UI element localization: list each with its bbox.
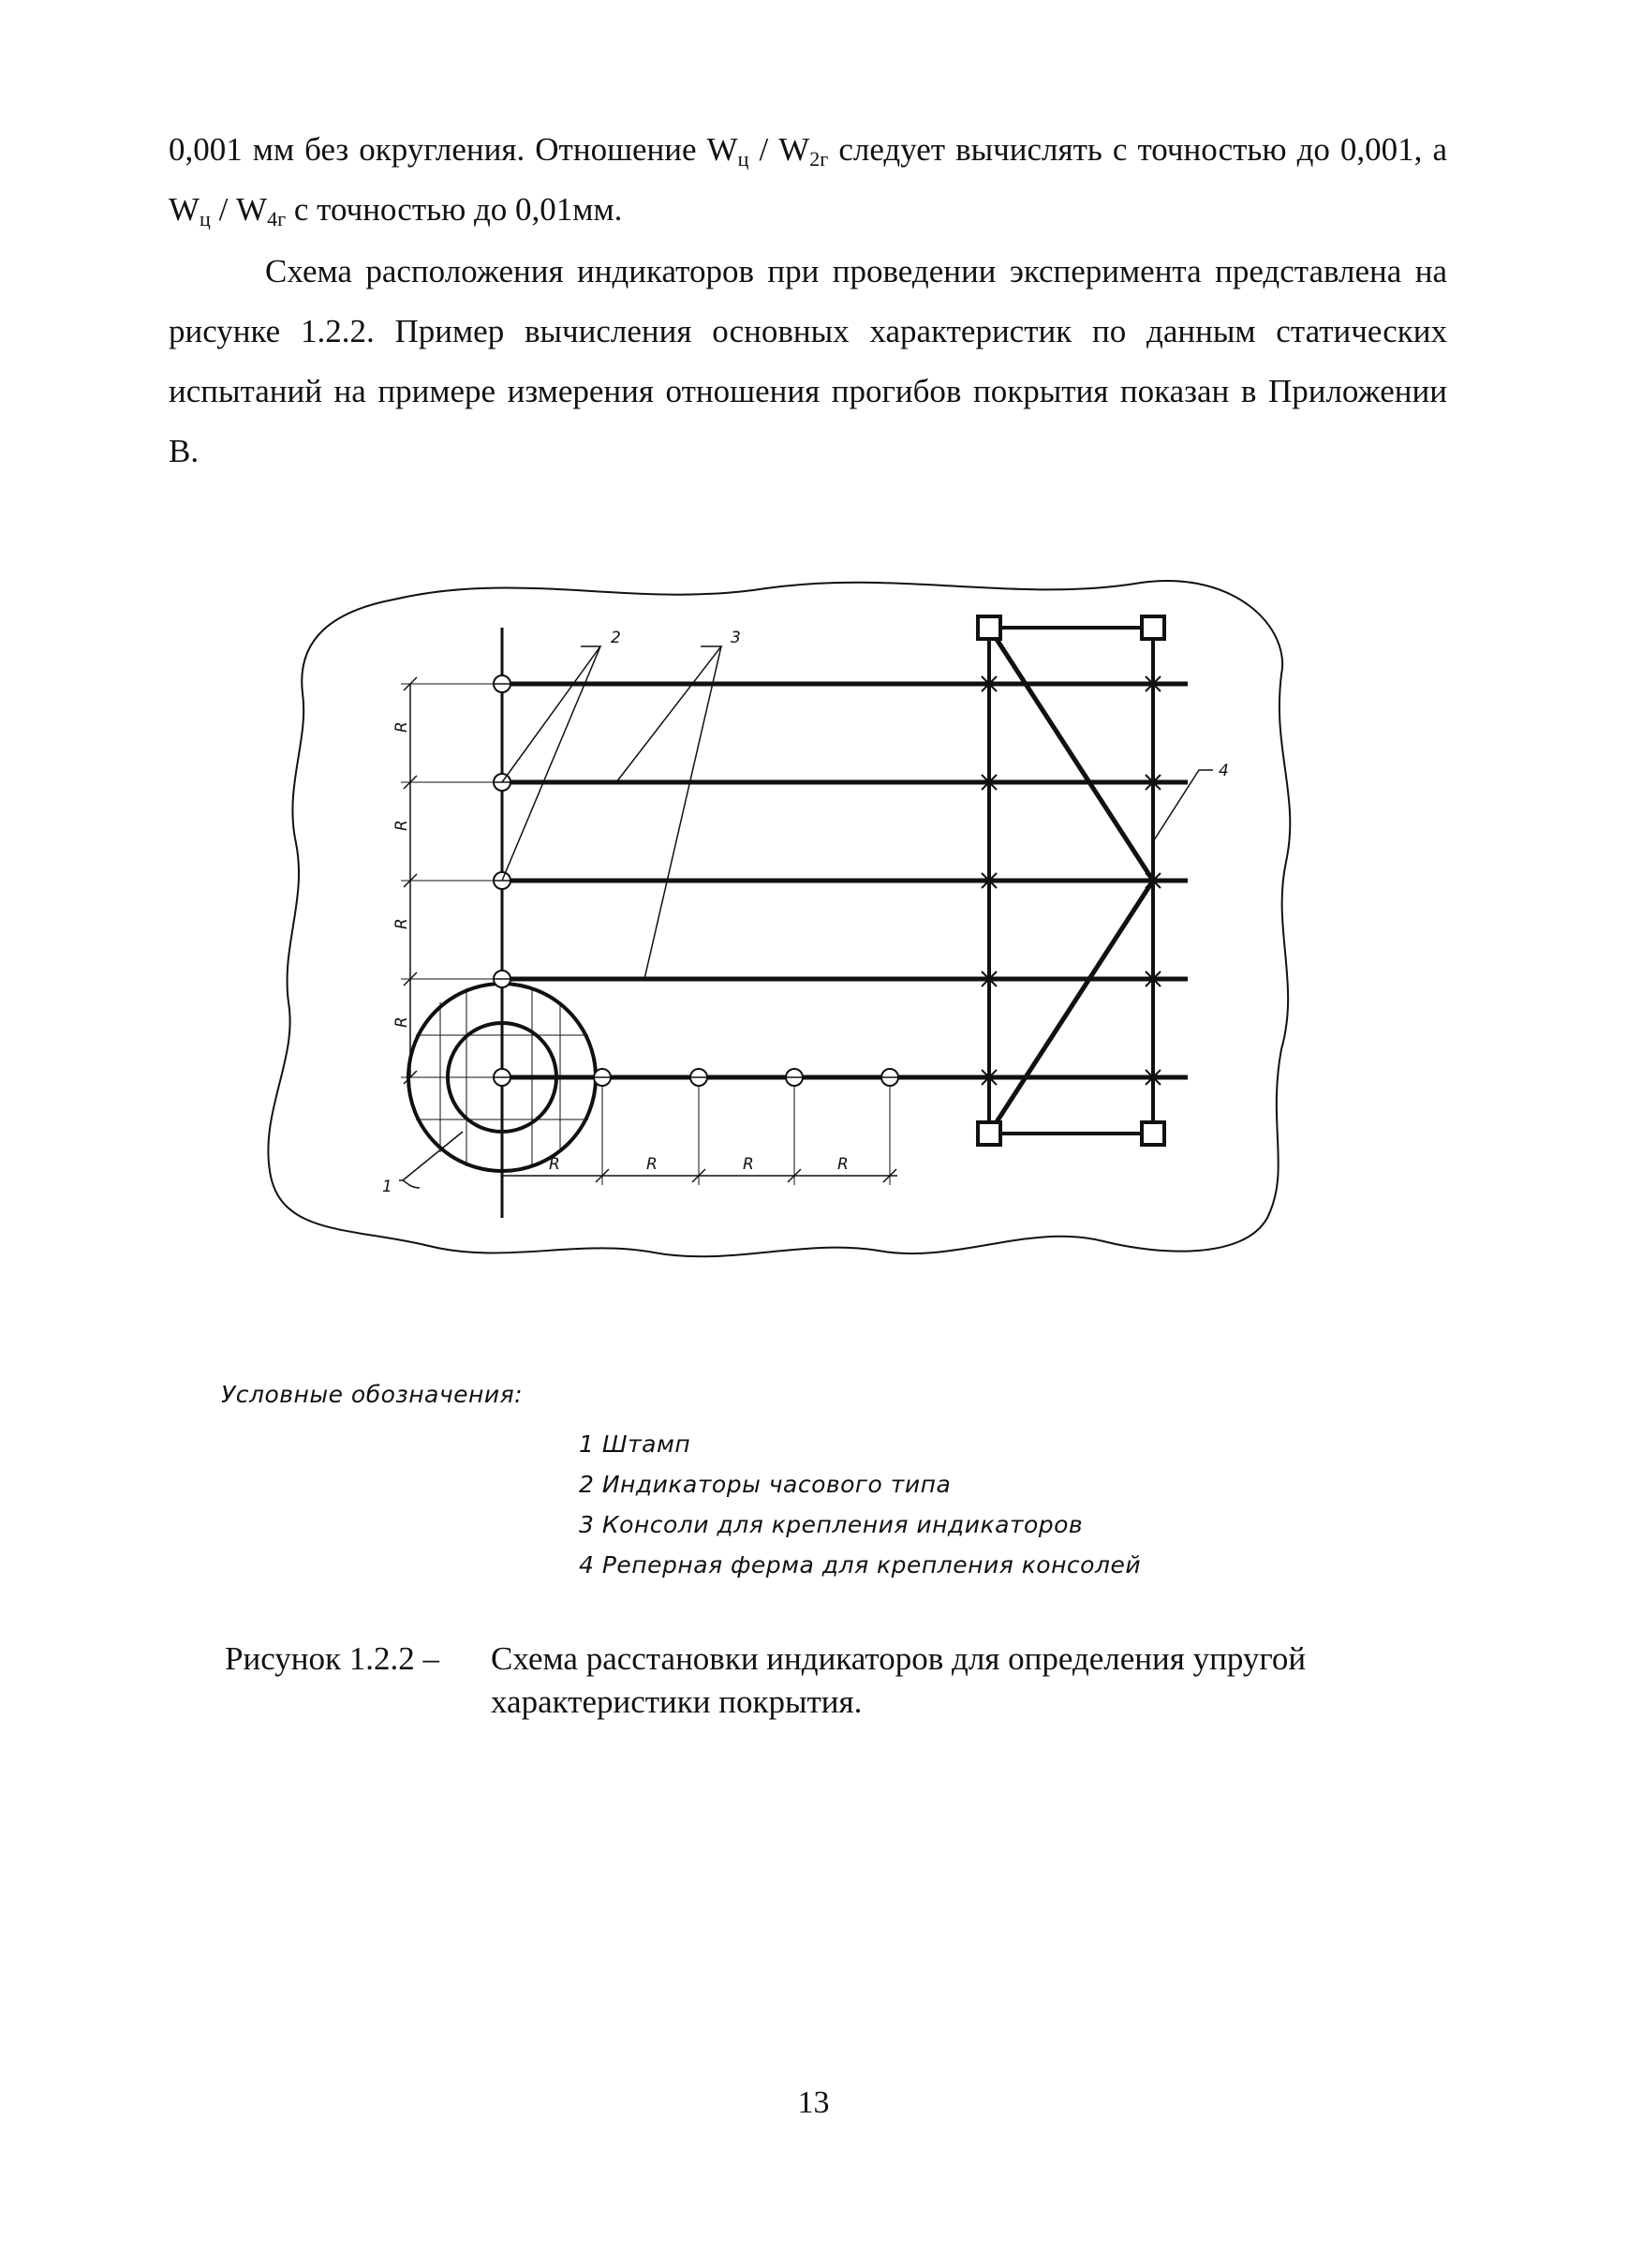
page-number: 13: [797, 2085, 830, 2120]
p1-sub-c: ц: [200, 207, 211, 230]
callout-1: 1: [382, 1178, 392, 1196]
dim-label-left-4: R: [392, 1016, 411, 1028]
callout-4: 4: [1219, 762, 1229, 780]
legend-item: 4 Реперная ферма для крепления консолей: [579, 1551, 1142, 1579]
p1-text-b: / W: [748, 131, 810, 168]
dim-label-bottom-2: R: [646, 1155, 658, 1174]
dim-label-bottom-1: R: [549, 1155, 560, 1174]
frame-support-br: [1142, 1122, 1164, 1145]
frame-support-bl: [978, 1122, 1000, 1145]
frame-support-tl: [978, 616, 1000, 639]
dim-label-bottom-4: R: [837, 1155, 849, 1174]
leader-lines: [399, 646, 1213, 1188]
p1-sub-d: 4г: [267, 207, 287, 230]
p1-text-e: с точностью до 0,01мм.: [286, 191, 623, 228]
dim-label-bottom-3: R: [743, 1155, 754, 1174]
p1-text-c: следует вычислять с точностью до 0,001, а W: [169, 131, 1447, 228]
legend-item: 3 Консоли для крепления индикаторов: [579, 1511, 1084, 1538]
caption-text: Схема расстановки индикаторов для определения упругой характеристики покрытия.: [491, 1640, 1307, 1720]
p1-sub-b: 2г: [809, 147, 829, 170]
indicator-layout-diagram: [242, 562, 1338, 1293]
p1-sub-a: ц: [737, 147, 749, 170]
frame-diagonal-2: [989, 881, 1153, 1134]
callout-2: 2: [611, 629, 621, 647]
dim-label-left-2: R: [392, 820, 411, 831]
p1-text-a: 0,001 мм без округления. Отношение W: [169, 131, 738, 168]
dim-label-left-1: R: [392, 721, 411, 733]
paragraph-continuation: [169, 120, 1447, 240]
caption-label: Рисунок 1.2.2 –: [225, 1640, 440, 1677]
legend-list: [579, 1424, 1141, 1585]
frame-diagonal-1: [989, 628, 1153, 881]
legend-item: 2 Индикаторы часового типа: [579, 1471, 952, 1498]
paragraph-scheme-description: Схема расположения индикаторов при проведении эксперимента представлена на рисунке 1.2.2. Пример вычисления основных характеристик по данным статических испытаний на примере измерения отношения прогибов покрытия показан в Приложении В.: [169, 253, 1447, 469]
callout-3: 3: [731, 629, 741, 647]
dim-label-left-3: R: [392, 918, 411, 929]
p1-text-d: / W: [210, 191, 268, 228]
legend-item: 1 Штамп: [579, 1430, 691, 1458]
legend-title: Условные обозначения:: [221, 1381, 524, 1408]
frame-support-tr: [1142, 616, 1164, 639]
